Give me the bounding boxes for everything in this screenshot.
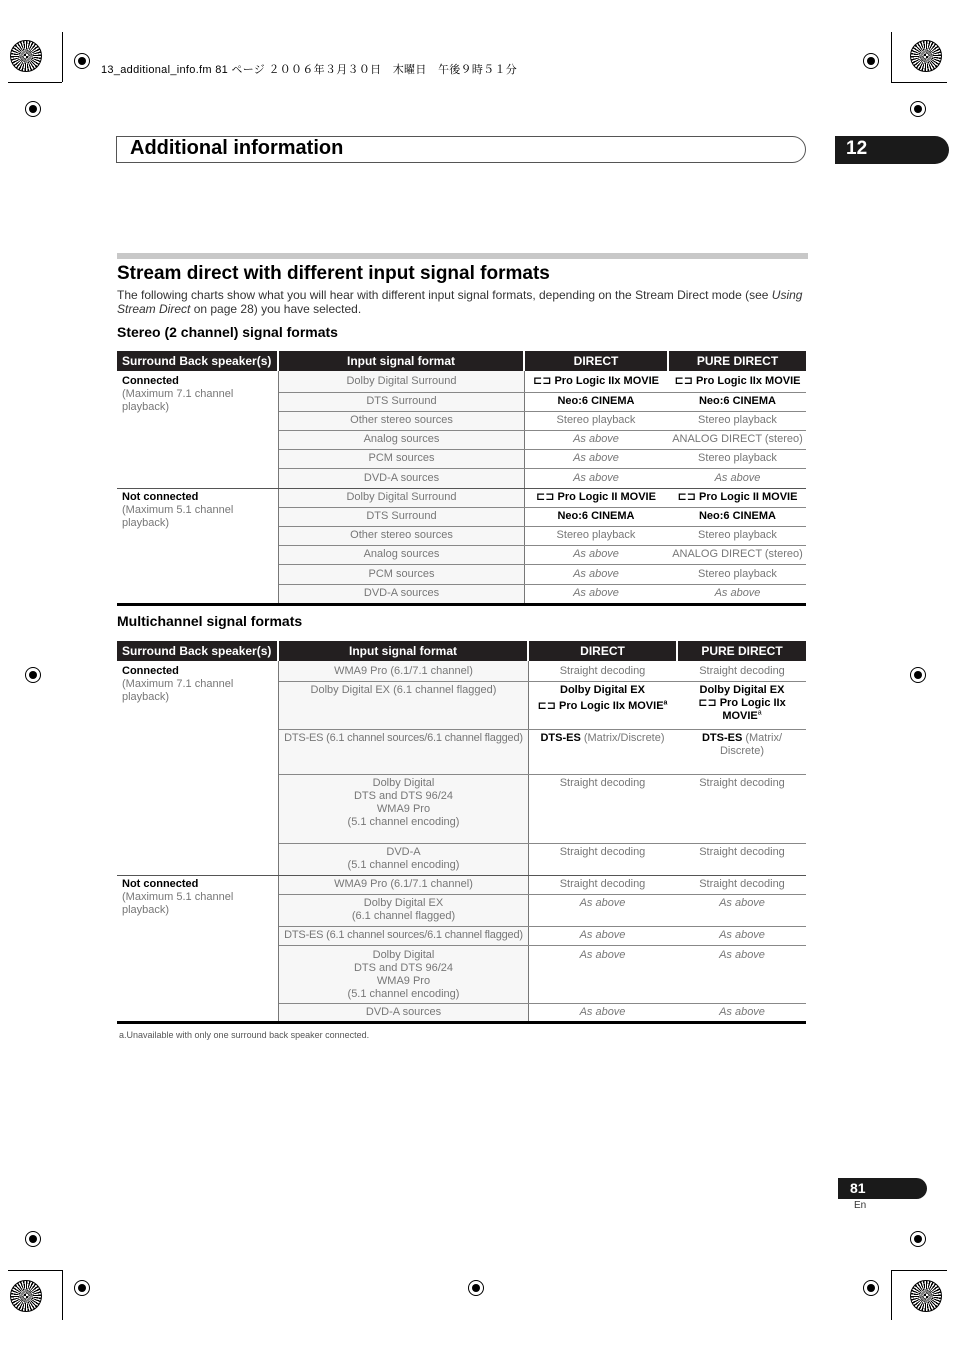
registration-target-icon — [863, 1280, 879, 1296]
row-divider — [279, 1003, 806, 1004]
registration-target-icon — [74, 1280, 90, 1296]
registration-target-icon — [863, 53, 879, 69]
registration-target-icon — [74, 53, 90, 69]
input-format: PCM sources — [368, 568, 435, 580]
input-format-line: DTS and DTS 96/24 — [353, 790, 454, 802]
row-divider — [279, 926, 806, 927]
pure-direct-output: Straight decoding — [699, 665, 785, 677]
column-header-direct: DIRECT — [529, 641, 676, 661]
pure-direct-output-line — [678, 710, 806, 723]
registration-target-icon — [468, 1280, 484, 1296]
input-format: PCM sources — [368, 452, 435, 464]
direct-output: As above — [573, 568, 619, 580]
column-header-pure-direct: PURE DIRECT — [669, 351, 806, 371]
direct-output: As above — [573, 472, 619, 484]
speaker-note: (Maximum 5.1 channel playback) — [122, 891, 234, 916]
registration-target-icon — [25, 1231, 41, 1247]
speaker-status: Not connected — [122, 878, 199, 890]
table-bottom-rule — [117, 1021, 806, 1024]
direct-output: As above — [579, 897, 626, 909]
direct-output: Stereo playback — [556, 414, 636, 426]
footnote: a.Unavailable with only one surround back speaker connected. — [119, 1030, 370, 1040]
column-header-direct: DIRECT — [525, 351, 667, 371]
direct-output: Straight decoding — [559, 777, 646, 789]
row-divider — [279, 430, 806, 431]
page-number: 81 — [850, 1180, 866, 1196]
direct-output — [529, 684, 676, 713]
input-format-line: WMA9 Pro — [376, 975, 431, 987]
speaker-status: Connected — [122, 665, 179, 677]
direct-output: ⊏⊐ Pro Logic IIx MOVIE — [532, 375, 659, 387]
pure-direct-output: As above — [714, 472, 761, 484]
group-divider — [117, 875, 806, 876]
pure-direct-output — [678, 732, 806, 758]
row-divider — [279, 449, 806, 450]
row-divider — [279, 584, 806, 585]
footnote-marker: a — [663, 699, 668, 707]
registration-target-icon — [25, 667, 41, 683]
direct-output: Neo:6 CINEMA — [557, 395, 635, 407]
speaker-status: Connected — [122, 375, 179, 387]
pure-direct-output: ⊏⊐ Pro Logic II MOVIE — [677, 491, 798, 503]
input-format-line: WMA9 Pro — [376, 803, 431, 815]
pure-direct-output: Straight decoding — [699, 878, 785, 890]
section-title: Stream direct with different input signal formats — [117, 263, 550, 284]
input-format: Dolby Digital EX (6.1 channel flagged) — [310, 684, 497, 696]
pure-direct-output: As above — [719, 897, 765, 909]
crop-mark — [8, 82, 62, 83]
direct-output: As above — [573, 433, 619, 445]
intro-text: on page 28) you have selected. — [190, 302, 362, 316]
input-format: Analog sources — [363, 433, 440, 445]
direct-output-bold: DTS-ES — [540, 732, 581, 744]
page-language: En — [854, 1200, 867, 1211]
direct-output-text: (Matrix/Discrete) — [580, 732, 665, 744]
column-header-pure-direct: PURE DIRECT — [678, 641, 806, 661]
input-format: Other stereo sources — [350, 529, 453, 541]
speaker-group-not-connected — [122, 491, 272, 530]
direct-output: As above — [573, 587, 619, 599]
direct-output: ⊏⊐ Pro Logic II MOVIE — [536, 491, 656, 503]
direct-output: As above — [579, 1006, 626, 1018]
input-format: WMA9 Pro (6.1/7.1 channel) — [334, 878, 473, 890]
pure-direct-output-text: (Matrix/ — [742, 732, 783, 744]
input-format: DTS Surround — [366, 510, 437, 522]
speaker-group-connected — [122, 375, 272, 414]
input-format — [279, 846, 528, 872]
pure-direct-output: As above — [719, 1006, 765, 1018]
row-divider — [279, 843, 806, 844]
direct-output-line: Dolby Digital EX — [560, 684, 645, 696]
input-format: DVD-A sources — [363, 587, 440, 599]
input-format-line: (5.1 channel encoding) — [347, 988, 460, 1000]
crop-mark — [8, 1270, 62, 1271]
direct-output-line — [529, 700, 676, 713]
row-divider — [279, 526, 806, 527]
intro-paragraph — [117, 288, 807, 316]
registration-target-icon — [910, 1231, 926, 1247]
row-divider — [279, 729, 806, 730]
row-divider — [279, 945, 806, 946]
pure-direct-output-line: ⊏⊐ Pro Logic IIx — [698, 697, 786, 709]
direct-output: Straight decoding — [559, 846, 646, 858]
direct-output: As above — [573, 452, 619, 464]
crop-mark — [891, 32, 892, 82]
row-divider — [279, 507, 806, 508]
input-format: DVD-A sources — [365, 1006, 442, 1018]
pure-direct-output: ANALOG DIRECT (stereo) — [672, 548, 803, 560]
input-format-line: (5.1 channel encoding) — [347, 816, 460, 828]
pure-direct-output-line: Dolby Digital EX — [699, 684, 785, 696]
row-divider — [279, 411, 806, 412]
speaker-group-not-connected — [122, 878, 272, 917]
multichannel-table-title: Multichannel signal formats — [117, 613, 303, 629]
row-divider — [279, 468, 806, 469]
direct-output: Straight decoding — [559, 878, 646, 890]
crop-mark — [62, 1270, 63, 1320]
pure-direct-output: ⊏⊐ Pro Logic IIx MOVIE — [674, 375, 801, 387]
footnote-marker: a — [757, 709, 762, 717]
pure-direct-output-bold: DTS-ES — [701, 732, 743, 744]
speaker-group-connected — [122, 665, 272, 704]
input-format: Other stereo sources — [350, 414, 453, 426]
direct-output: Neo:6 CINEMA — [557, 510, 635, 522]
speaker-note: (Maximum 7.1 channel playback) — [122, 388, 234, 413]
pure-direct-output: Neo:6 CINEMA — [698, 395, 776, 407]
file-header: 13_additional_info.fm 81 ページ ２００６年３月３０日 木曜日 午後９時５１分 — [101, 64, 518, 76]
crop-mark — [62, 32, 63, 82]
input-format-line: (6.1 channel flagged) — [351, 910, 456, 922]
registration-target-icon — [910, 101, 926, 117]
pure-direct-output: Straight decoding — [699, 777, 785, 789]
input-format: DTS Surround — [366, 395, 437, 407]
chapter-number: 12 — [846, 138, 868, 159]
column-header-speakers: Surround Back speaker(s) — [117, 641, 277, 661]
direct-output: As above — [579, 929, 626, 941]
registration-target-icon — [25, 101, 41, 117]
direct-output: Stereo playback — [556, 529, 636, 541]
speaker-status: Not connected — [122, 491, 199, 503]
pure-direct-output-line — [678, 732, 806, 745]
input-format: DTS-ES (6.1 channel sources/6.1 channel flagged) — [284, 732, 523, 744]
input-format-line: DTS and DTS 96/24 — [353, 962, 454, 974]
chapter-title: Additional information — [130, 137, 344, 159]
pure-direct-output: As above — [714, 587, 761, 599]
pure-direct-output: ANALOG DIRECT (stereo) — [672, 433, 803, 445]
input-format-line: Dolby Digital — [372, 777, 435, 789]
input-format: Dolby Digital Surround — [346, 491, 457, 503]
intro-text: The following charts show what you will hear with different input signal formats, depending on the Stream Direct mode (see — [117, 288, 772, 302]
input-format-line: (5.1 channel encoding) — [347, 859, 460, 871]
input-format-line: DVD-A — [386, 846, 421, 858]
pure-direct-output: Stereo playback — [698, 568, 777, 580]
pure-direct-output: As above — [719, 949, 765, 961]
column-header-input: Input signal format — [279, 641, 527, 661]
intro-reference: Using Stream Direct — [117, 288, 803, 316]
input-format — [279, 777, 528, 829]
pure-direct-output — [678, 684, 806, 723]
row-divider — [279, 392, 806, 393]
speaker-note: (Maximum 5.1 channel playback) — [122, 504, 234, 529]
direct-output: As above — [579, 949, 626, 961]
pure-direct-output: Stereo playback — [698, 452, 777, 464]
input-format-line: Dolby Digital EX — [363, 897, 444, 909]
input-format: Analog sources — [363, 548, 440, 560]
input-format: DVD-A sources — [363, 472, 440, 484]
direct-output: As above — [573, 548, 619, 560]
registration-target-icon — [910, 667, 926, 683]
input-format-line: Dolby Digital — [372, 949, 435, 961]
row-divider — [279, 564, 806, 565]
input-format: DTS-ES (6.1 channel sources/6.1 channel flagged) — [284, 929, 523, 941]
row-divider — [279, 774, 806, 775]
stereo-table-title: Stereo (2 channel) signal formats — [117, 324, 338, 340]
direct-output-text: ⊏⊐ Pro Logic IIx MOVIE — [537, 700, 664, 712]
speaker-note: (Maximum 7.1 channel playback) — [122, 678, 234, 703]
direct-output: Straight decoding — [559, 665, 646, 677]
row-divider — [279, 894, 806, 895]
registration-starburst-icon — [10, 40, 42, 72]
pure-direct-output: Neo:6 CINEMA — [698, 510, 776, 522]
input-format: Dolby Digital Surround — [346, 375, 457, 387]
pure-direct-output-text: MOVIE — [722, 710, 758, 722]
table-bottom-rule — [117, 603, 806, 606]
registration-starburst-icon — [910, 1280, 942, 1312]
row-divider — [279, 681, 806, 682]
pure-direct-output-line: Discrete) — [719, 745, 764, 757]
column-header-speakers: Surround Back speaker(s) — [117, 351, 277, 371]
crop-mark — [891, 1270, 947, 1271]
crop-mark — [891, 82, 947, 83]
pure-direct-output: As above — [719, 929, 765, 941]
registration-starburst-icon — [910, 40, 942, 72]
pure-direct-output: Stereo playback — [698, 529, 777, 541]
registration-starburst-icon — [10, 1280, 42, 1312]
section-rule — [117, 253, 808, 259]
crop-mark — [891, 1270, 892, 1320]
direct-output — [529, 732, 676, 745]
column-header-input: Input signal format — [279, 351, 523, 371]
row-divider — [279, 545, 806, 546]
input-format: WMA9 Pro (6.1/7.1 channel) — [334, 665, 473, 677]
pure-direct-output: Stereo playback — [698, 414, 777, 426]
group-divider — [117, 488, 806, 489]
pure-direct-output: Straight decoding — [699, 846, 785, 858]
input-format — [279, 949, 528, 1001]
input-format — [279, 897, 528, 923]
